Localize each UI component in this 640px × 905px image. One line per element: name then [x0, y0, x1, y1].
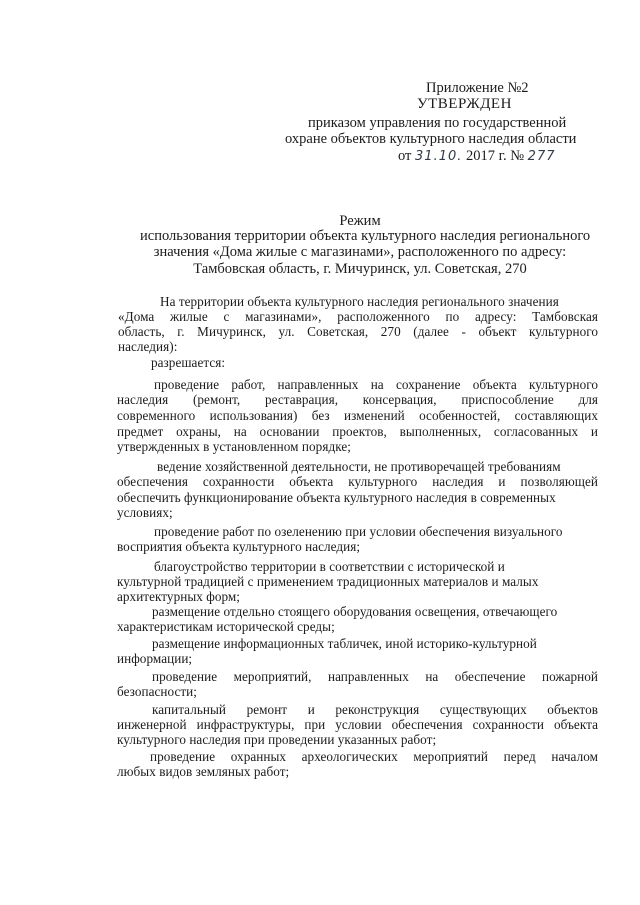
item-1-line-3: современного использования) без изменений особенностей, составляющих: [117, 408, 598, 423]
item-2-line-4: условиях;: [117, 505, 173, 520]
intro-line-4: наследия):: [118, 339, 178, 354]
item-2-line-3: обеспечить функционирование объекта культурного наследия в современных: [117, 490, 556, 505]
item-7-line-2: безопасности;: [117, 684, 198, 699]
handwritten-number: 277: [527, 149, 556, 164]
intro-line-2: «Дома жилые с магазинами», расположенного по адресу: Тамбовская: [118, 309, 598, 324]
date-prefix: от: [398, 148, 412, 164]
item-4-line-2: культурной традицией с применением традиционных материалов и малых: [117, 574, 539, 589]
item-6-line-1: размещение информационных табличек, иной историко-культурной: [152, 636, 537, 651]
item-4-line-1: благоустройство территории в соответствии с исторической и: [154, 559, 505, 574]
item-9-line-1: проведение охранных археологических мероприятий перед началом: [150, 749, 598, 764]
item-1-line-5: утвержденных в установленном порядке;: [117, 439, 351, 454]
order-line-2: охране объектов культурного наследия области: [285, 131, 577, 147]
order-date-line: [398, 148, 556, 165]
item-9-line-2: любых видов земляных работ;: [117, 764, 290, 779]
title-line-1: использования территории объекта культурного наследия регионального: [140, 228, 591, 244]
item-7-line-1: проведение мероприятий, направленных на обеспечение пожарной: [152, 669, 598, 684]
allowed-label: разрешается:: [151, 355, 226, 370]
item-5-line-1: размещение отдельно стоящего оборудования освещения, отвечающего: [152, 604, 558, 619]
date-year: 2017 г. №: [466, 148, 525, 164]
item-8-line-1: капитальный ремонт и реконструкция существующих объектов: [152, 702, 598, 717]
item-3-line-1: проведение работ по озеленению при условии обеспечения визуального: [154, 524, 563, 539]
title-line-2: значения «Дома жилые с магазинами», расположенного по адресу:: [153, 244, 567, 260]
order-line-1: приказом управления по государственной: [308, 115, 567, 131]
approved-label: УТВЕРЖДЕН: [417, 96, 512, 112]
intro-line-1: На территории объекта культурного наследия регионального значения: [160, 294, 559, 309]
item-1-line-1: проведение работ, направленных на сохранение объекта культурного: [154, 377, 598, 392]
regime-heading: Режим: [339, 213, 381, 229]
item-8-line-3: культурного наследия при проведении указанных работ;: [117, 732, 437, 747]
intro-line-3: область, г. Мичуринск, ул. Советская, 270 (далее - объект культурного: [118, 324, 598, 339]
item-2-line-1: ведение хозяйственной деятельности, не противоречащей требованиям: [157, 459, 561, 474]
item-6-line-2: информации;: [117, 651, 193, 666]
item-8-line-2: инженерной инфраструктуры, при условии обеспечения сохранности объекта: [117, 717, 598, 732]
item-4-line-3: архитектурных форм;: [117, 589, 241, 604]
item-2-line-2: обеспечения сохранности объекта культурного наследия и позволяющей: [117, 474, 598, 489]
item-5-line-2: характеристикам исторической среды;: [117, 619, 335, 634]
item-3-line-2: восприятия объекта культурного наследия;: [117, 539, 361, 554]
item-1-line-2: наследия (ремонт, реставрация, консервация, приспособление для: [117, 392, 598, 407]
handwritten-date: 31.10.: [415, 149, 463, 164]
title-line-3: Тамбовская область, г. Мичуринск, ул. Советская, 270: [193, 261, 527, 277]
appendix-label: Приложение №2: [426, 80, 529, 96]
item-1-line-4: предмет охраны, на основании проектов, выполненных, согласованных и: [117, 424, 598, 439]
